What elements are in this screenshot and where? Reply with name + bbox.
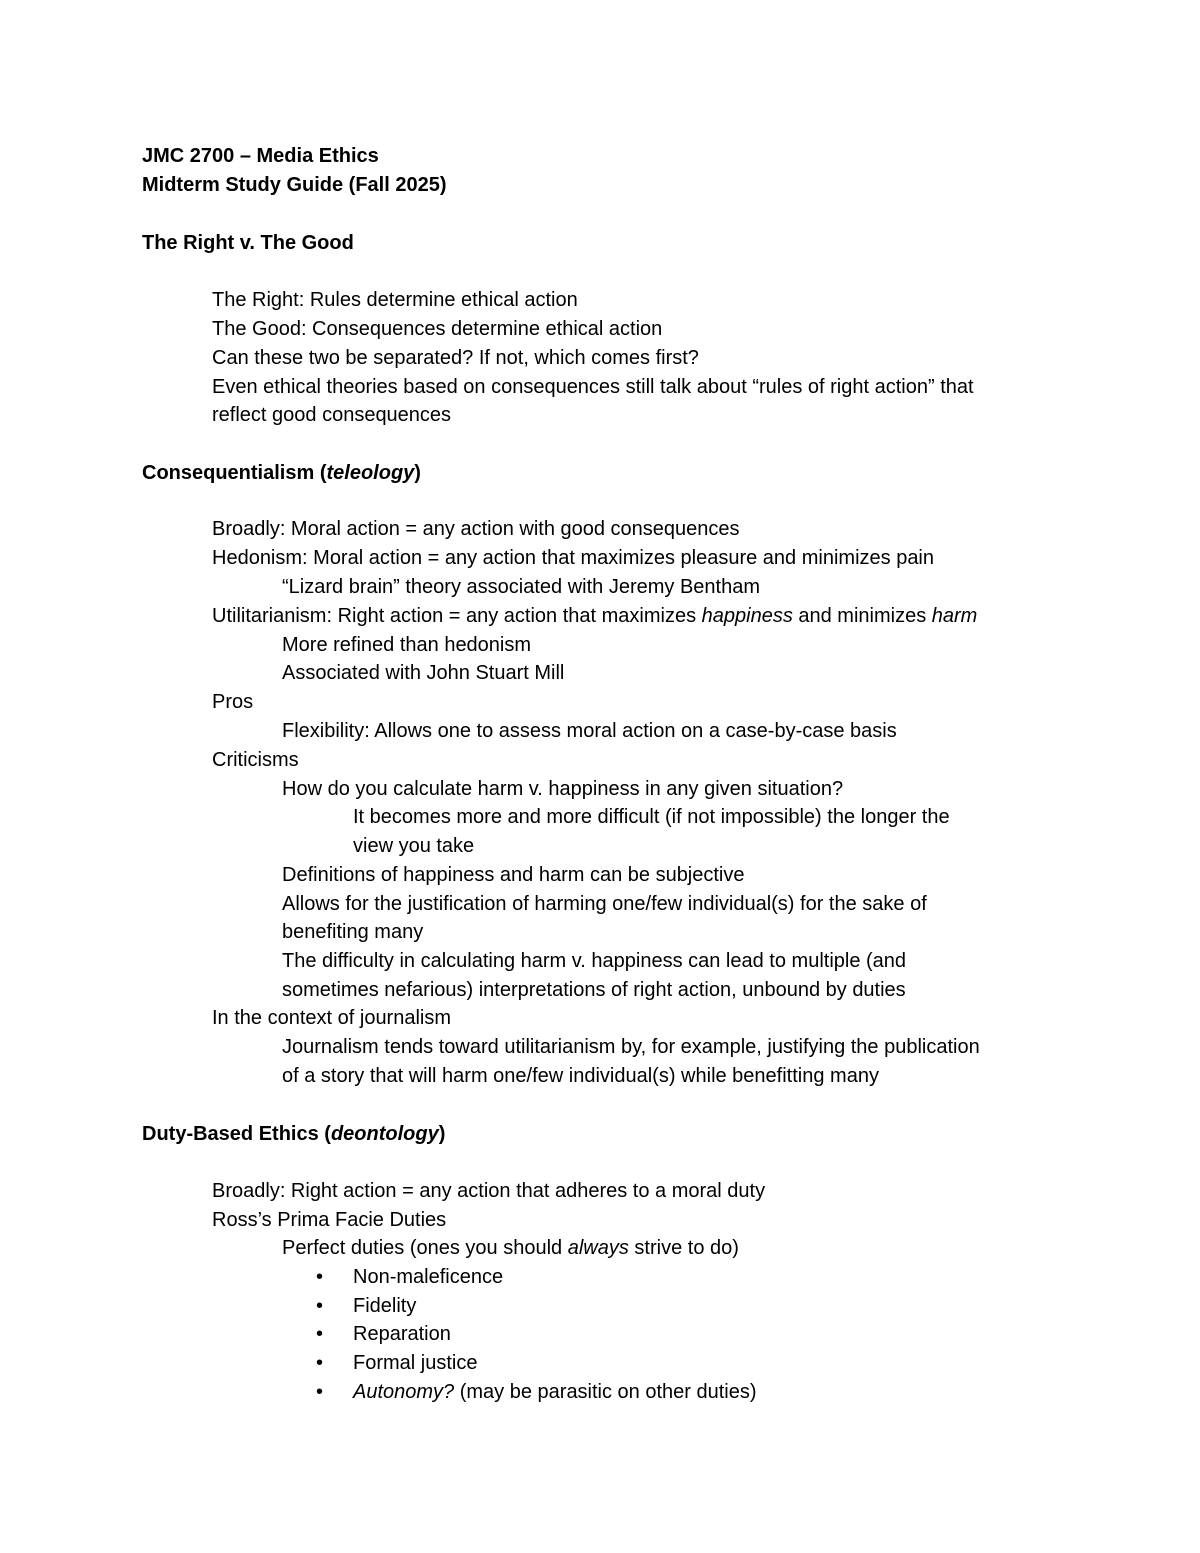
text-line: Allows for the justification of harming one/few individual(s) for the sake of	[282, 893, 927, 915]
text-line: Hedonism: Moral action = any action that maximizes pleasure and minimizes pain	[212, 547, 935, 569]
list-item-autonomy	[353, 1382, 757, 1402]
text-line-perfect-duties	[282, 1238, 739, 1258]
text-line: Associated with John Stuart Mill	[282, 662, 565, 684]
bullet-icon: •	[316, 1381, 324, 1403]
text-line: benefiting many	[282, 921, 424, 943]
emphasis-term: happiness	[701, 605, 793, 627]
text-run: Perfect duties (ones you should	[282, 1237, 568, 1259]
text-line-utilitarianism	[212, 606, 977, 626]
text-line: “Lizard brain” theory associated with Jeremy Bentham	[282, 576, 760, 598]
text-run: and minimizes	[792, 605, 932, 627]
heading-text: Consequentialism (	[142, 462, 327, 484]
heading-term: teleology	[326, 462, 415, 484]
heading-text: )	[438, 1123, 446, 1145]
section-heading-consequentialism	[142, 463, 421, 483]
text-line: Journalism tends toward utilitarianism by, for example, justifying the publication	[282, 1036, 980, 1058]
course-title: JMC 2700 – Media Ethics	[142, 145, 379, 167]
bullet-icon: •	[316, 1323, 324, 1345]
text-run: Utilitarianism: Right action = any action that maximizes	[212, 605, 702, 627]
text-line: of a story that will harm one/few individual(s) while benefitting many	[282, 1065, 879, 1087]
text-line: It becomes more and more difficult (if not impossible) the longer the	[353, 806, 950, 828]
emphasis-term: harm	[931, 605, 978, 627]
text-line: How do you calculate harm v. happiness in any given situation?	[282, 778, 844, 800]
text-line: view you take	[353, 835, 475, 857]
subheading-criticisms: Criticisms	[212, 749, 299, 771]
text-line: The Good: Consequences determine ethical action	[212, 318, 663, 340]
bullet-icon: •	[316, 1295, 324, 1317]
list-item: Fidelity	[353, 1295, 417, 1317]
section-heading-right-good: The Right v. The Good	[142, 232, 354, 254]
emphasis-term: Autonomy?	[353, 1381, 455, 1403]
section-heading-duty-based	[142, 1124, 445, 1144]
text-line: Definitions of happiness and harm can be subjective	[282, 864, 745, 886]
list-item: Formal justice	[353, 1352, 478, 1374]
list-item: Non-maleficence	[353, 1266, 504, 1288]
text-line: Ross’s Prima Facie Duties	[212, 1209, 447, 1231]
text-line: More refined than hedonism	[282, 634, 532, 656]
list-item: Reparation	[353, 1323, 451, 1345]
bullet-icon: •	[316, 1352, 324, 1374]
heading-text: Duty-Based Ethics (	[142, 1123, 331, 1145]
text-run: (may be parasitic on other duties)	[454, 1381, 757, 1403]
heading-term: deontology	[330, 1123, 439, 1145]
document-title: Midterm Study Guide (Fall 2025)	[142, 174, 447, 196]
text-line: reflect good consequences	[212, 404, 452, 426]
text-line: The Right: Rules determine ethical action	[212, 289, 578, 311]
text-line: sometimes nefarious) interpretations of right action, unbound by duties	[282, 979, 906, 1001]
bullet-icon: •	[316, 1266, 324, 1288]
subheading-journalism-context: In the context of journalism	[212, 1007, 452, 1029]
text-line: Can these two be separated? If not, which comes first?	[212, 347, 699, 369]
text-line: Broadly: Moral action = any action with good consequences	[212, 518, 740, 540]
text-line: Broadly: Right action = any action that adheres to a moral duty	[212, 1180, 766, 1202]
text-line: Even ethical theories based on consequences still talk about “rules of right action” that	[212, 376, 974, 398]
text-line: The difficulty in calculating harm v. happiness can lead to multiple (and	[282, 950, 907, 972]
text-run: strive to do)	[628, 1237, 739, 1259]
heading-text: )	[414, 462, 421, 484]
subheading-pros: Pros	[212, 691, 254, 713]
emphasis-term: always	[567, 1237, 629, 1259]
text-line: Flexibility: Allows one to assess moral action on a case-by-case basis	[282, 720, 897, 742]
